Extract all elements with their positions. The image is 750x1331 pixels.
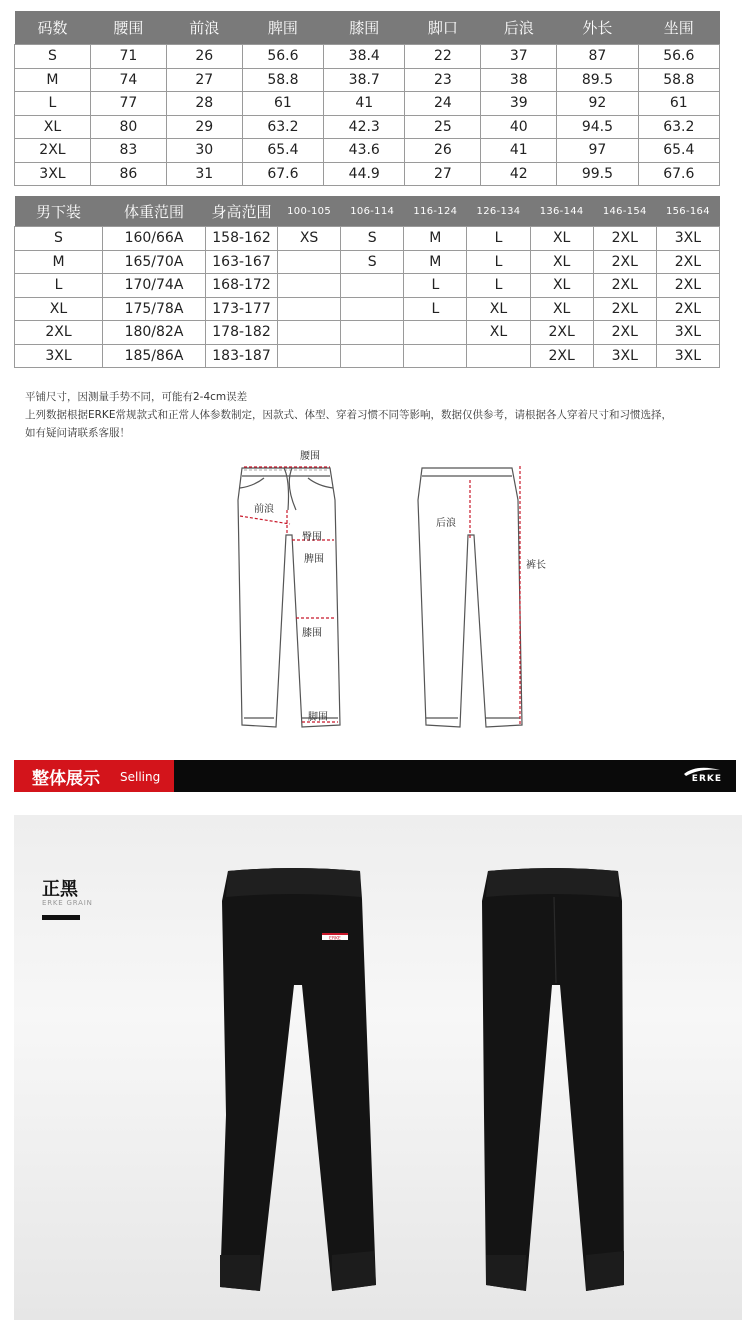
table-cell: M [15,68,91,92]
table-cell: 38 [481,68,557,92]
table-cell: L [467,227,530,251]
table-cell [341,297,404,321]
table-cell [341,344,404,368]
table-cell: 43.6 [324,139,405,163]
table-cell: M [404,227,467,251]
table-cell: 158-162 [206,227,278,251]
header-front-rise: 前浪 [166,11,242,45]
table-cell: 2XL [530,344,593,368]
table-cell: 2XL [656,250,719,274]
table-cell: 63.2 [242,115,323,139]
table-cell: XL [467,321,530,345]
table-cell: 58.8 [638,68,719,92]
table-cell [278,274,341,298]
header-height-range: 身高范围 [206,196,278,227]
table-cell [341,321,404,345]
header-age-156-164: 156-164 [656,196,719,227]
table-cell: 2XL [593,321,656,345]
table-cell: 41 [324,92,405,116]
table-cell: 42.3 [324,115,405,139]
table-cell: 83 [90,139,166,163]
table-cell: XS [278,227,341,251]
table-cell: 94.5 [557,115,638,139]
table-cell: 31 [166,162,242,186]
table-cell [404,321,467,345]
table-cell [278,297,341,321]
table-cell: M [404,250,467,274]
table-cell: 23 [405,68,481,92]
label-knee: 膝围 [302,628,322,639]
table-cell: 40 [481,115,557,139]
table-cell: 30 [166,139,242,163]
fit-row [15,227,720,251]
table-cell: 3XL [15,344,103,368]
table-cell: 63.2 [638,115,719,139]
table-cell: 56.6 [638,45,719,69]
table-cell: 38.7 [324,68,405,92]
table-cell: XL [530,250,593,274]
table-cell [341,274,404,298]
table-cell: XL [467,297,530,321]
black-pants-illustration [14,815,742,1320]
size-table-header [15,11,720,45]
header-thigh: 脾围 [242,11,323,45]
label-waist: 腰围 [300,451,320,462]
table-cell [467,344,530,368]
table-cell: 165/70A [103,250,206,274]
table-cell: 41 [481,139,557,163]
table-cell [278,321,341,345]
header-back-rise: 后浪 [481,11,557,45]
label-front-rise: 前浪 [254,504,274,515]
header-hem: 脚口 [405,11,481,45]
table-cell: XL [530,297,593,321]
table-cell: 3XL [593,344,656,368]
note-contact: 如有疑问请联系客服！ [25,427,130,439]
table-cell: 99.5 [557,162,638,186]
table-cell: S [15,227,103,251]
table-cell: 168-172 [206,274,278,298]
header-age-136-144: 136-144 [530,196,593,227]
table-cell: 27 [405,162,481,186]
table-cell: 80 [90,115,166,139]
table-cell: 29 [166,115,242,139]
fit-row [15,250,720,274]
label-thigh: 脾围 [304,554,324,565]
size-table [14,11,720,186]
size-row [15,115,720,139]
table-cell: 89.5 [557,68,638,92]
header-age-100-105: 100-105 [278,196,341,227]
table-cell: 2XL [593,250,656,274]
table-cell: 44.9 [324,162,405,186]
table-cell: 92 [557,92,638,116]
table-cell: L [467,274,530,298]
table-cell: 67.6 [242,162,323,186]
label-hem: 脚围 [308,712,328,723]
table-cell: 56.6 [242,45,323,69]
table-cell: 3XL [656,344,719,368]
table-cell: L [467,250,530,274]
table-cell: 58.8 [242,68,323,92]
table-cell: 71 [90,45,166,69]
table-cell: 3XL [656,227,719,251]
size-notes [25,388,735,442]
header-knee: 膝围 [324,11,405,45]
fit-row [15,321,720,345]
table-cell: 173-177 [206,297,278,321]
table-cell: XL [530,274,593,298]
table-cell [404,344,467,368]
table-cell: 185/86A [103,344,206,368]
pants-outline-illustration [230,440,560,740]
pants-label-text: ERKE [329,936,341,942]
label-hip: 臀围 [302,532,322,543]
table-cell: 160/66A [103,227,206,251]
table-cell: S [15,45,91,69]
banner-title: 整体展示 [32,769,100,789]
pants-front-view [220,868,376,1291]
header-age-146-154: 146-154 [593,196,656,227]
table-cell: 163-167 [206,250,278,274]
header-waist: 腰围 [90,11,166,45]
table-cell: 24 [405,92,481,116]
note-disclaimer: 上列数据根据ERKE常规款式和正常人体参数制定，因款式、体型、穿着习惯不同等影响，数据仅供参考，请根据各人穿着尺寸和习惯选择， [25,409,672,421]
header-weight-range: 体重范围 [103,196,206,227]
table-cell: 61 [638,92,719,116]
table-cell: 86 [90,162,166,186]
banner-subtitle: Selling [120,770,161,784]
table-cell: 87 [557,45,638,69]
pants-back-view [482,868,624,1291]
table-cell [278,250,341,274]
header-age-106-114: 106-114 [341,196,404,227]
table-cell: 77 [90,92,166,116]
label-back-rise: 后浪 [436,518,456,529]
table-cell: 180/82A [103,321,206,345]
table-cell: 2XL [15,321,103,345]
table-cell: 3XL [15,162,91,186]
table-cell: 2XL [593,274,656,298]
table-cell: 26 [166,45,242,69]
header-age-126-134: 126-134 [467,196,530,227]
size-row [15,45,720,69]
table-cell: S [341,227,404,251]
table-cell: 65.4 [638,139,719,163]
table-cell: L [404,297,467,321]
table-cell: 175/78A [103,297,206,321]
table-cell: 3XL [656,321,719,345]
fit-row [15,274,720,298]
brand-name: ERKE [691,774,722,784]
measurement-diagram [230,440,560,740]
note-measurement: 平铺尺寸，因测量手势不同，可能有2-4cm误差 [25,391,248,403]
color-name: 正黑 [42,879,78,900]
table-cell: 2XL [593,227,656,251]
table-cell: 183-187 [206,344,278,368]
table-cell: XL [15,297,103,321]
table-cell [278,344,341,368]
table-cell: 39 [481,92,557,116]
table-cell: S [341,250,404,274]
table-cell: L [15,92,91,116]
color-subtitle: ERKE GRAIN [42,899,93,907]
table-cell: 28 [166,92,242,116]
table-cell: 26 [405,139,481,163]
label-length: 裤长 [526,560,546,571]
fit-table-header [15,196,720,227]
table-cell: 67.6 [638,162,719,186]
section-banner [14,760,736,792]
table-cell: 65.4 [242,139,323,163]
table-cell: 178-182 [206,321,278,345]
table-cell: XL [530,227,593,251]
table-cell: 2XL [593,297,656,321]
fit-table [14,196,720,368]
table-cell: 74 [90,68,166,92]
size-row [15,162,720,186]
table-cell: 37 [481,45,557,69]
table-cell: 38.4 [324,45,405,69]
table-cell: 22 [405,45,481,69]
table-cell: 2XL [15,139,91,163]
header-size: 码数 [15,11,91,45]
header-mens-bottoms: 男下装 [15,196,103,227]
header-age-116-124: 116-124 [404,196,467,227]
table-cell: 27 [166,68,242,92]
table-cell: 2XL [656,274,719,298]
table-cell: 42 [481,162,557,186]
fit-row [15,297,720,321]
table-cell: L [15,274,103,298]
header-hip: 坐围 [638,11,719,45]
table-cell: L [404,274,467,298]
size-row [15,92,720,116]
table-cell: 170/74A [103,274,206,298]
product-photo [14,815,742,1320]
size-row [15,68,720,92]
header-length: 外长 [557,11,638,45]
fit-row [15,344,720,368]
table-cell: 2XL [656,297,719,321]
table-cell: M [15,250,103,274]
table-cell: 97 [557,139,638,163]
table-cell: 25 [405,115,481,139]
table-cell: XL [15,115,91,139]
table-cell: 61 [242,92,323,116]
size-row [15,139,720,163]
table-cell: 2XL [530,321,593,345]
